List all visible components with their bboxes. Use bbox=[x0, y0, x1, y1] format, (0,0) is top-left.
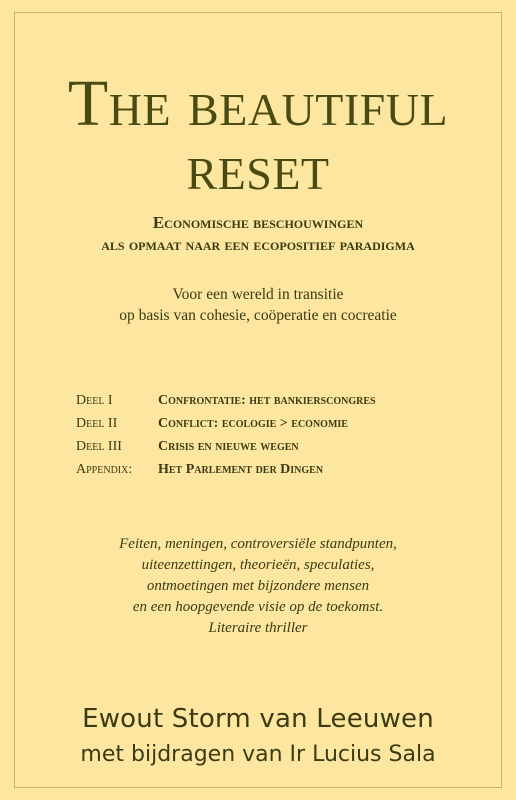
contributor-line: met bijdragen van Ir Lucius Sala bbox=[80, 742, 436, 767]
book-title bbox=[0, 67, 516, 204]
blurb-genre: Literaire thriller bbox=[208, 620, 308, 636]
toc-entry bbox=[76, 435, 476, 458]
toc-part-label: Deel III bbox=[76, 439, 122, 454]
blurb-line: Feiten, meningen, controversiële standpunten, bbox=[119, 536, 397, 552]
toc-part-title: Crisis en nieuwe wegen bbox=[158, 439, 299, 454]
toc-part-title: Conflict: ecologie > economie bbox=[158, 416, 348, 431]
title-line-1: The beautiful bbox=[67, 67, 449, 140]
blurb-line: en een hoopgevende visie op de toekomst. bbox=[132, 599, 384, 615]
toc-entry bbox=[76, 458, 476, 481]
author-name: Ewout Storm van Leeuwen bbox=[82, 704, 434, 734]
book-tagline bbox=[0, 284, 516, 326]
toc-part-label: Deel II bbox=[76, 416, 118, 431]
toc-part-title: Confrontatie: het bankierscongres bbox=[158, 393, 376, 408]
table-of-contents bbox=[76, 389, 476, 481]
toc-entry bbox=[76, 389, 476, 412]
toc-part-title: Het Parlement der Dingen bbox=[158, 462, 324, 477]
tagline-line-2: op basis van cohesie, coöperatie en cocreatie bbox=[119, 307, 397, 324]
toc-entry bbox=[76, 412, 476, 435]
book-blurb bbox=[0, 534, 516, 639]
title-line-2: reset bbox=[186, 131, 330, 204]
tagline-line-1: Voor een wereld in transitie bbox=[172, 286, 344, 303]
toc-part-label: Appendix: bbox=[76, 462, 133, 477]
blurb-line: uiteenzettingen, theorieën, speculaties, bbox=[141, 557, 375, 573]
subtitle-line-2: als opmaat naar een ecopositief paradigma bbox=[101, 235, 415, 254]
subtitle-line-1: Economische beschouwingen bbox=[152, 213, 364, 232]
book-subtitle bbox=[0, 212, 516, 256]
toc-part-label: Deel I bbox=[76, 393, 113, 408]
blurb-line: ontmoetingen met bijzondere mensen bbox=[146, 578, 370, 594]
